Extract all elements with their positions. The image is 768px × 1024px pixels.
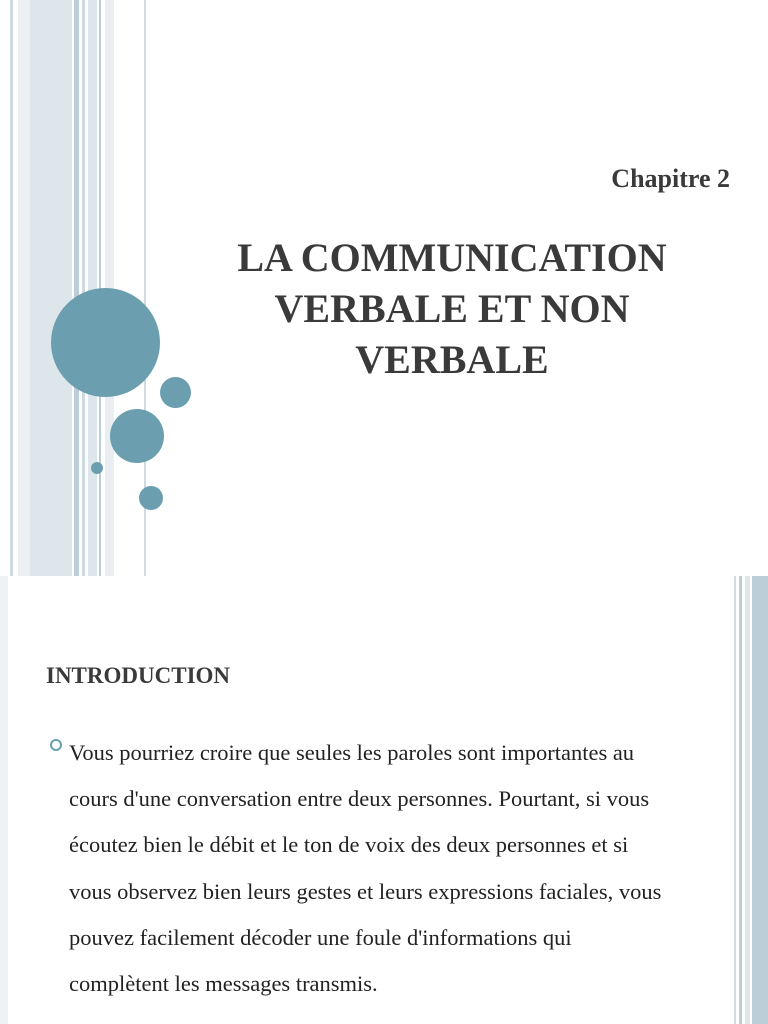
decor-stripe <box>739 576 742 1024</box>
decor-stripe <box>74 0 79 576</box>
decor-stripe <box>18 0 30 576</box>
chapter-label: Chapitre 2 <box>611 164 730 193</box>
bullet-text: Vous pourriez croire que seules les paroles sont importantes au cours d'une conversation entre deux personnes. Pourtant, si vous écoutez bien le débit et le ton de voix des deux personnes et si vous observez bien leurs gestes et leurs expressions faciales, vous pouvez facilement décoder une foule d'informations qui complètent les messages transmis. <box>69 740 662 997</box>
decor-stripe <box>0 576 8 1024</box>
bullet-circle-icon <box>50 739 62 751</box>
decor-circle <box>139 486 163 510</box>
decor-stripe <box>752 576 768 1024</box>
decor-stripe <box>745 576 750 1024</box>
decor-circle <box>91 462 103 474</box>
decor-circle <box>160 377 191 408</box>
decor-circle <box>51 288 160 397</box>
section-heading: INTRODUCTION <box>46 663 231 688</box>
decor-stripe <box>82 0 85 576</box>
slide-title: LA COMMUNICATION VERBALE ET NON VERBALE <box>237 235 667 382</box>
content-slide <box>0 576 768 1024</box>
decor-stripe <box>10 0 13 576</box>
decor-stripe <box>734 576 736 1024</box>
decor-circle <box>110 409 164 463</box>
decor-stripe <box>30 0 72 576</box>
